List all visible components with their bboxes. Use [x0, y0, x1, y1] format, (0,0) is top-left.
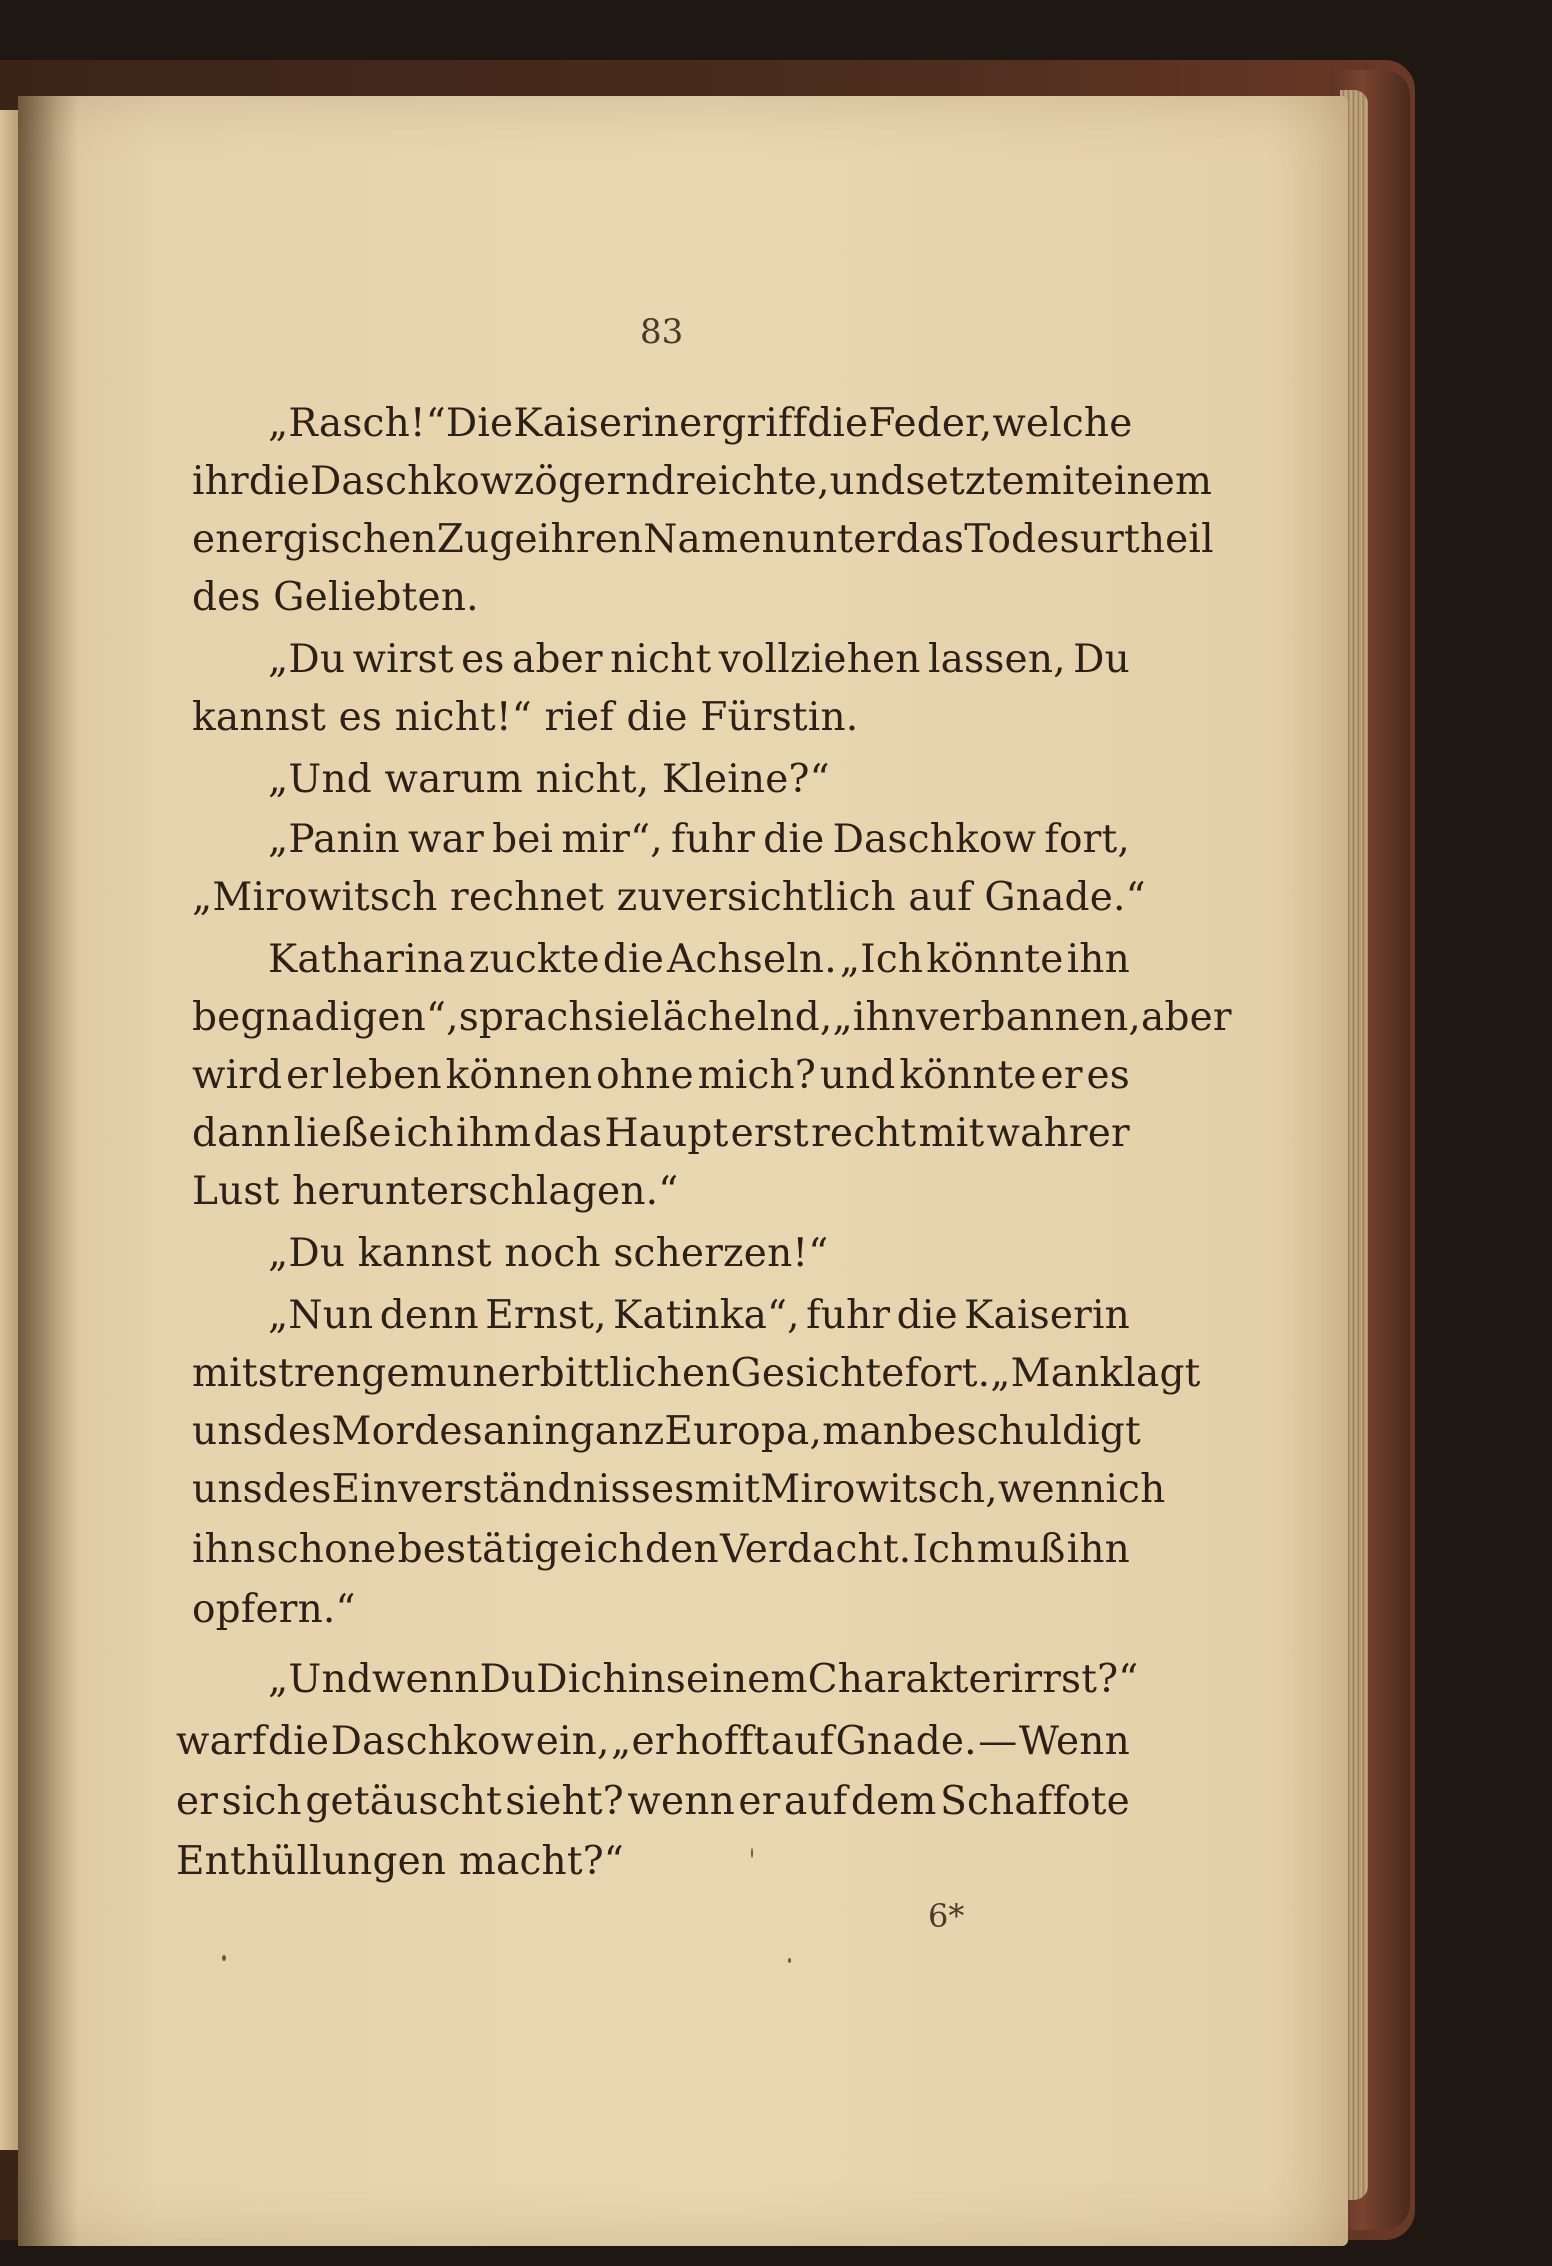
word: Todesurtheil — [964, 517, 1214, 562]
word: die — [268, 1719, 330, 1764]
word: könnte — [926, 937, 1064, 982]
word: sie — [593, 995, 650, 1040]
word: „Rasch!“ — [268, 401, 446, 446]
text-line: Enthüllungen macht?“ — [176, 1839, 624, 1884]
word: sich — [221, 1779, 302, 1824]
word: und — [829, 459, 906, 504]
word: ergriff — [679, 401, 808, 446]
word: bei — [492, 817, 554, 862]
text-line — [192, 459, 1213, 504]
word: unter — [786, 517, 896, 562]
text-line — [192, 1409, 1141, 1454]
word: setzte — [905, 459, 1025, 504]
text-line — [192, 1053, 1130, 1098]
word: Gnade. — [835, 1719, 977, 1764]
word: ließe — [293, 1111, 392, 1156]
paper-speck — [751, 1848, 753, 1858]
text-line: opfern.“ — [192, 1587, 356, 1632]
word: es — [461, 637, 505, 682]
word: Daschkow — [832, 817, 1037, 862]
word: fuhr — [806, 1293, 891, 1338]
word: auf — [770, 1719, 835, 1764]
word: des — [262, 1409, 332, 1454]
word: denn — [379, 1293, 479, 1338]
word: Ich — [912, 1527, 976, 1572]
word: wenn — [371, 1657, 480, 1702]
text-line — [192, 1351, 1201, 1396]
word: lächelnd, — [649, 995, 833, 1040]
word: mit — [1024, 459, 1091, 504]
previous-page-edge — [0, 110, 20, 2150]
word: Katinka“, — [613, 1293, 800, 1338]
word: „Man — [990, 1351, 1100, 1396]
word: den — [645, 1527, 719, 1572]
word: „Ich — [839, 937, 924, 982]
word: getäuscht — [305, 1779, 502, 1824]
word: dann — [192, 1111, 292, 1156]
word: können — [445, 1053, 593, 1098]
page-number: 83 — [640, 312, 684, 352]
word: er — [286, 1053, 329, 1098]
word: Du — [479, 1657, 537, 1702]
word: ich — [583, 1527, 644, 1572]
word: Ernst, — [485, 1293, 607, 1338]
word: verbannen, — [916, 995, 1141, 1040]
text-line: Lust herunterschlagen.“ — [192, 1169, 679, 1214]
page-gutter-shadow — [18, 96, 78, 2246]
word: „Nun — [268, 1293, 374, 1338]
word: ihn — [192, 1527, 256, 1572]
word: Achseln. — [667, 937, 837, 982]
word: „er — [611, 1719, 674, 1764]
text-line — [192, 517, 1214, 562]
word: zögernd — [513, 459, 676, 504]
word: in — [627, 1657, 666, 1702]
text-line — [192, 1111, 1130, 1156]
word: ich — [393, 1111, 454, 1156]
word: die — [248, 459, 310, 504]
word: dem — [850, 1779, 937, 1824]
word: ein, — [535, 1719, 610, 1764]
word: reichte, — [675, 459, 830, 504]
word: Daschkow — [330, 1719, 535, 1764]
word: war — [408, 817, 484, 862]
word: — — [978, 1719, 1018, 1764]
word: ich — [1105, 1467, 1166, 1512]
text-line — [268, 1293, 1130, 1338]
text-line: des Geliebten. — [192, 575, 479, 620]
word: begnadigen“, — [192, 995, 459, 1040]
word: nicht — [610, 637, 712, 682]
word: wahrer — [986, 1111, 1130, 1156]
word: lassen, — [928, 637, 1066, 682]
word: ihm — [456, 1111, 532, 1156]
word: Haupt — [604, 1111, 729, 1156]
word: unerbittlichen — [446, 1351, 731, 1396]
word: „Und — [268, 1657, 372, 1702]
word: Katharina — [268, 937, 466, 982]
text-line — [192, 1527, 1130, 1572]
text-line: kannst es nicht!“ rief die Fürstin. — [192, 695, 859, 740]
text-line — [268, 637, 1130, 682]
word: „Du — [268, 637, 346, 682]
text-line — [176, 1719, 1130, 1764]
word: auf — [784, 1779, 848, 1824]
word: fort, — [1044, 817, 1130, 862]
word: ihr — [192, 459, 249, 504]
word: Einverständnisses — [331, 1467, 695, 1512]
word: hofft — [675, 1719, 770, 1764]
word: Daschkow — [309, 459, 514, 504]
word: energischen — [192, 517, 437, 562]
word: das — [533, 1111, 603, 1156]
word: die — [602, 937, 664, 982]
word: uns — [192, 1409, 263, 1454]
word: fuhr — [671, 817, 756, 862]
word: zuckte — [468, 937, 600, 982]
text-line: „Und warum nicht, Kleine?“ — [268, 757, 830, 802]
word: muß — [976, 1527, 1066, 1572]
word: Die — [445, 401, 514, 446]
word: ihn — [1066, 1527, 1130, 1572]
word: wenn — [627, 1779, 735, 1824]
word: „Panin — [268, 817, 400, 862]
word: ohne — [596, 1053, 694, 1098]
word: welche — [992, 401, 1133, 446]
word: fort. — [904, 1351, 991, 1396]
word: Du — [1073, 637, 1130, 682]
word: wenn — [997, 1467, 1106, 1512]
text-line — [176, 1779, 1130, 1824]
text-line — [192, 995, 1232, 1040]
word: Kaiserin — [513, 401, 680, 446]
text-line — [268, 937, 1130, 982]
word: er — [738, 1779, 781, 1824]
word: Charakter — [807, 1657, 1011, 1702]
word: an — [482, 1409, 532, 1454]
word: das — [895, 517, 965, 562]
text-line: „Mirowitsch rechnet zuversichtlich auf Gnade.“ — [192, 875, 1146, 920]
word: in — [531, 1409, 570, 1454]
word: des — [262, 1467, 332, 1512]
word: einem — [1090, 459, 1213, 504]
word: man — [822, 1409, 909, 1454]
word: mit — [192, 1351, 258, 1396]
word: Schaffote — [940, 1779, 1130, 1824]
word: seinem — [665, 1657, 808, 1702]
word: beschuldigt — [908, 1409, 1141, 1454]
word: mit — [694, 1467, 761, 1512]
word: wirst — [352, 637, 454, 682]
word: recht — [811, 1111, 917, 1156]
word: er — [176, 1779, 219, 1824]
word: mir“, — [561, 817, 663, 862]
word: klagt — [1099, 1351, 1201, 1396]
word: Gesichte — [730, 1351, 905, 1396]
word: ihn — [1066, 937, 1130, 982]
word: sprach — [458, 995, 594, 1040]
word: Kaiserin — [964, 1293, 1130, 1338]
word: mich? — [697, 1053, 816, 1098]
text-line — [268, 401, 1133, 446]
word: Europa, — [664, 1409, 823, 1454]
text-line — [268, 817, 1130, 862]
word: Feder, — [868, 401, 993, 446]
word: vollziehen — [718, 637, 921, 682]
printer-signature-mark: 6* — [928, 1897, 965, 1935]
word: Dich — [536, 1657, 628, 1702]
word: ihren — [537, 517, 644, 562]
word: es — [1086, 1053, 1130, 1098]
word: irrst?“ — [1010, 1657, 1139, 1702]
word: warf — [176, 1719, 267, 1764]
word: er — [1040, 1053, 1083, 1098]
word: ganz — [569, 1409, 665, 1454]
word: schone — [256, 1527, 397, 1572]
word: bestätige — [397, 1527, 583, 1572]
text-line — [192, 1467, 1166, 1512]
word: „ihn — [832, 995, 917, 1040]
word: wird — [192, 1053, 283, 1098]
word: könnte — [899, 1053, 1037, 1098]
paper-speck — [788, 1958, 791, 1963]
word: aber — [1141, 995, 1232, 1040]
word: die — [763, 817, 825, 862]
word: sieht? — [505, 1779, 624, 1824]
word: mit — [918, 1111, 985, 1156]
word: und — [819, 1053, 896, 1098]
word: erst — [730, 1111, 809, 1156]
text-line — [268, 1657, 1139, 1702]
word: Mirowitsch, — [760, 1467, 998, 1512]
word: Mordes — [331, 1409, 483, 1454]
word: die — [807, 401, 869, 446]
text-line: „Du kannst noch scherzen!“ — [268, 1231, 829, 1276]
word: Wenn — [1018, 1719, 1130, 1764]
word: uns — [192, 1467, 263, 1512]
word: strengem — [257, 1351, 447, 1396]
word: leben — [332, 1053, 442, 1098]
word: aber — [512, 637, 603, 682]
word: Namen — [643, 517, 787, 562]
word: Zuge — [436, 517, 538, 562]
word: die — [896, 1293, 958, 1338]
paper-speck — [222, 1955, 226, 1961]
word: Verdacht. — [719, 1527, 912, 1572]
